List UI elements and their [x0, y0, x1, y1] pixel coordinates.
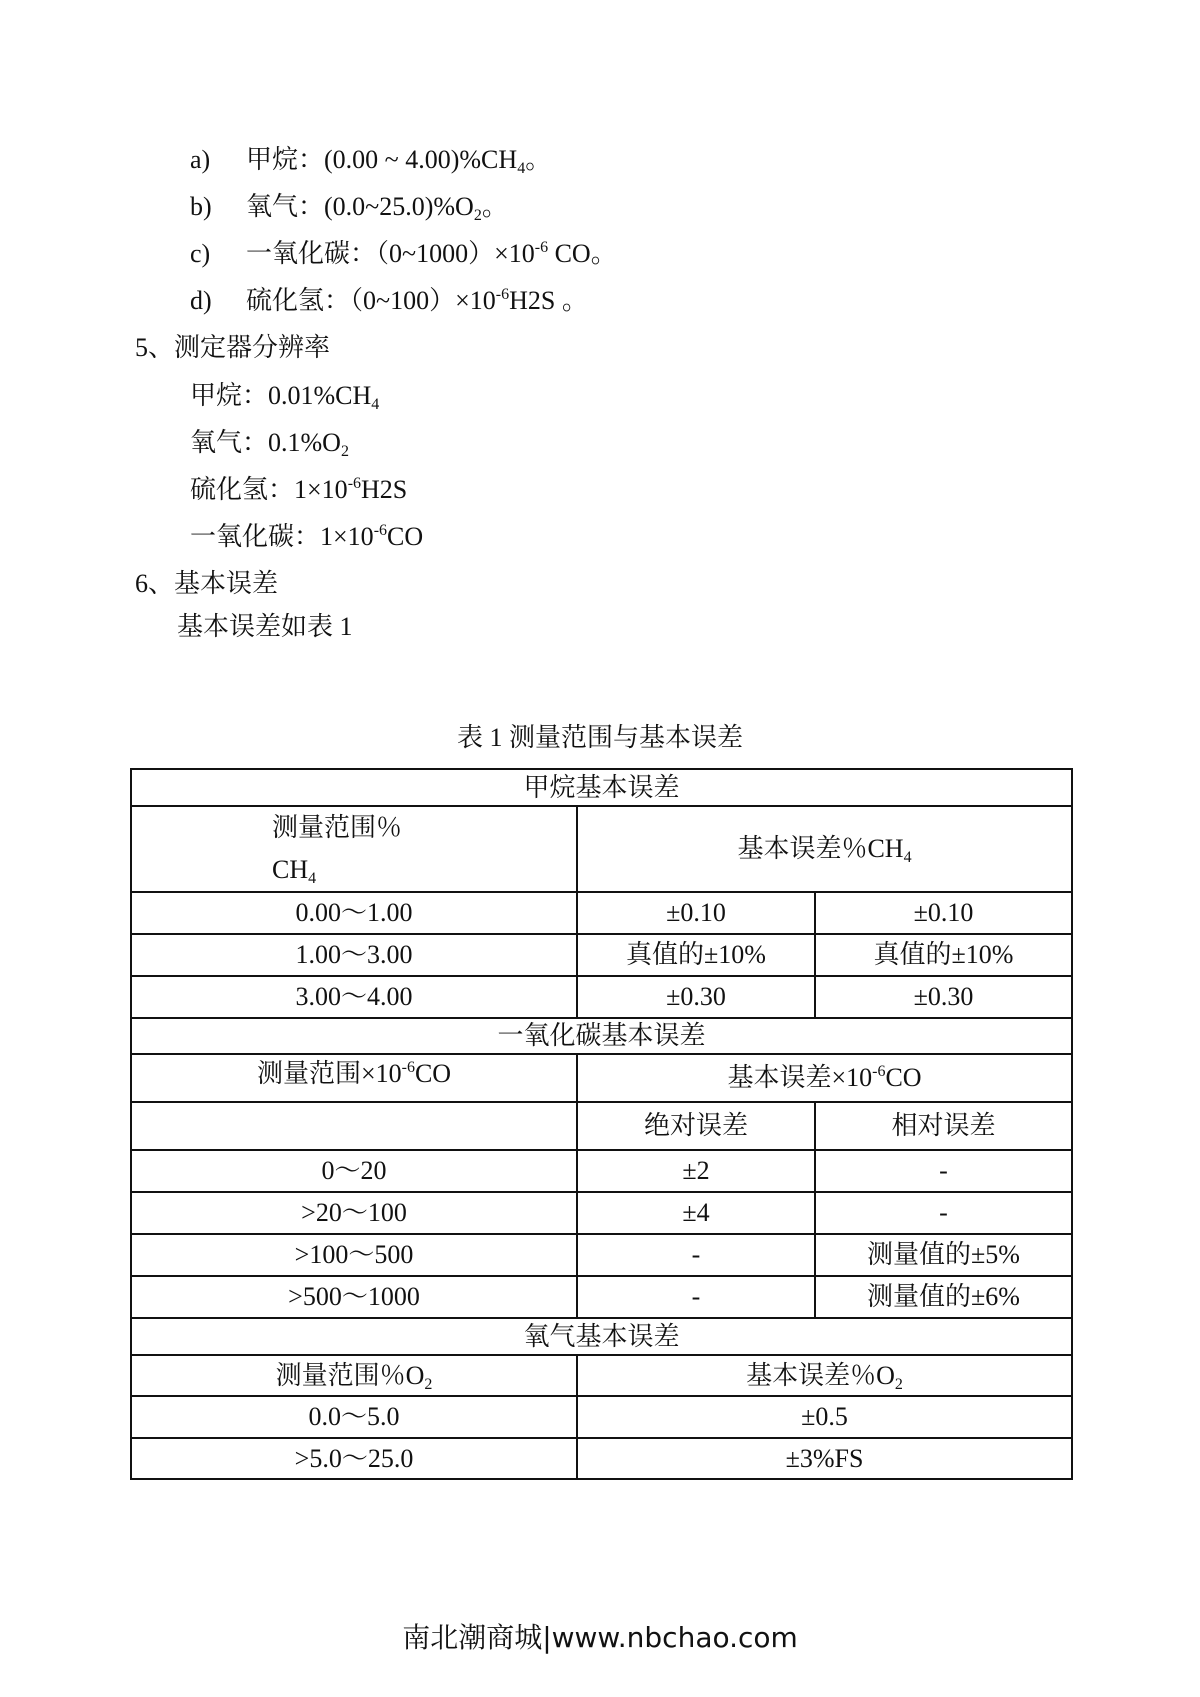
header-unit: CO [414, 1059, 452, 1088]
item-label: a) [190, 145, 211, 174]
gas-name: 甲烷： [246, 145, 325, 174]
error-cell: ±0.10 [815, 892, 1072, 934]
range-cell: 0～20 [131, 1150, 577, 1192]
methane-error-header [577, 806, 1072, 892]
range-value: （0~100）×10 [350, 286, 496, 315]
oxygen-section-title-row [131, 1318, 1072, 1355]
header-text: 基本误差％O [746, 1360, 895, 1390]
range-cell: >100～500 [131, 1234, 577, 1276]
superscript: -6 [534, 239, 549, 256]
section-5-heading: 5、测定器分辨率 [135, 333, 331, 362]
co-error-header [577, 1054, 1072, 1102]
header-text: 基本误差％CH [737, 834, 904, 863]
range-value: (0.0~25.0)%O [324, 192, 474, 221]
error-table [130, 768, 1073, 1480]
abs-error-cell: ±4 [577, 1192, 815, 1234]
tail: 。 [481, 192, 508, 221]
table-row [131, 1150, 1072, 1192]
tail: H2S [361, 475, 408, 504]
co-section-title: 一氧化碳基本误差 [131, 1018, 1072, 1054]
methane-range-header [131, 806, 577, 892]
co-range-header [131, 1054, 577, 1102]
tail: CO。 [548, 239, 617, 268]
gas-name: 氧气： [246, 192, 325, 221]
superscript: -6 [373, 522, 388, 539]
co-absolute-error-header: 绝对误差 [577, 1102, 815, 1150]
range-value: (0.00 ~ 4.00)%CH [324, 145, 518, 174]
range-cell: 0.00～1.00 [131, 892, 577, 934]
co-header-row [131, 1054, 1072, 1102]
range-cell: >20～100 [131, 1192, 577, 1234]
resolution-oxygen [190, 427, 349, 459]
tail: 。 [525, 145, 552, 174]
error-cell: 真值的±10% [577, 934, 815, 976]
superscript: -6 [872, 1063, 886, 1080]
rel-error-cell: - [815, 1192, 1072, 1234]
error-cell: ±0.30 [815, 976, 1072, 1018]
range-cell: 0.0～5.0 [131, 1396, 577, 1438]
error-cell: 真值的±10% [815, 934, 1072, 976]
range-cell: >5.0～25.0 [131, 1438, 577, 1479]
subscript: 2 [340, 443, 349, 460]
footer-watermark: 南北潮商城|www.nbchao.com [402, 1621, 798, 1654]
gas-name: 硫化氢： [246, 286, 351, 315]
subscript: 4 [517, 160, 526, 177]
gas-name: 氧气： [190, 428, 269, 457]
item-label: c) [190, 239, 211, 268]
error-cell: ±0.10 [577, 892, 815, 934]
co-section-title-row [131, 1018, 1072, 1054]
range-value: （0~1000）×10 [376, 239, 535, 268]
error-cell: ±0.30 [577, 976, 815, 1018]
oxygen-error-header [577, 1355, 1072, 1396]
table-caption: 表 1 测量范围与基本误差 [456, 723, 743, 752]
header-text: 测量范围×10 [256, 1059, 402, 1088]
subscript: 4 [308, 870, 317, 887]
co-subheader-row [131, 1102, 1072, 1150]
resolution-value: 0.01%CH [268, 381, 372, 410]
subscript: 4 [371, 396, 380, 413]
rel-error-cell: 测量值的±5% [815, 1234, 1072, 1276]
header-unit: CH [272, 855, 309, 884]
header-text: 测量范围％O [275, 1360, 425, 1390]
resolution-value: 1×10 [320, 522, 374, 551]
oxygen-section-title: 氧气基本误差 [131, 1318, 1072, 1355]
resolution-h2s [190, 474, 407, 506]
rel-error-cell: 测量值的±6% [815, 1276, 1072, 1318]
item-label: d) [190, 286, 212, 315]
section-6-heading: 6、基本误差 [135, 569, 279, 598]
table-row [131, 934, 1072, 976]
resolution-methane [190, 380, 379, 412]
subscript: 2 [473, 207, 482, 224]
resolution-co [190, 521, 423, 553]
methane-section-title-row [131, 769, 1072, 806]
oxygen-range-header [131, 1355, 577, 1396]
abs-error-cell: - [577, 1234, 815, 1276]
table-row [131, 1276, 1072, 1318]
section-6-intro: 基本误差如表 1 [177, 612, 353, 641]
range-cell: >500～1000 [131, 1276, 577, 1318]
range-item-d [190, 285, 588, 317]
gas-name: 一氧化碳： [190, 522, 321, 551]
error-cell: ±0.5 [577, 1396, 1072, 1438]
methane-section-title: 甲烷基本误差 [131, 769, 1072, 806]
range-item-c [190, 238, 617, 270]
tail: H2S 。 [509, 286, 588, 315]
table-row [131, 1192, 1072, 1234]
range-item-b [190, 191, 508, 223]
range-cell: 1.00～3.00 [131, 934, 577, 976]
resolution-value: 1×10 [294, 475, 348, 504]
oxygen-header-row [131, 1355, 1072, 1396]
item-label: b) [190, 192, 212, 221]
rel-error-cell: - [815, 1150, 1072, 1192]
header-text: 测量范围％ [272, 813, 403, 842]
table-row [131, 976, 1072, 1018]
header-unit: CO [885, 1063, 922, 1092]
error-cell: ±3%FS [577, 1438, 1072, 1479]
abs-error-cell: ±2 [577, 1150, 815, 1192]
subscript: 4 [903, 849, 912, 866]
gas-name: 甲烷： [190, 381, 269, 410]
range-item-a [190, 144, 551, 176]
resolution-value: 0.1%O [268, 428, 341, 457]
superscript: -6 [347, 475, 362, 492]
tail: CO [387, 522, 424, 551]
table-row [131, 892, 1072, 934]
range-cell: 3.00～4.00 [131, 976, 577, 1018]
co-subheader-empty [131, 1102, 577, 1150]
subscript: 2 [424, 1375, 433, 1393]
co-relative-error-header: 相对误差 [815, 1102, 1072, 1150]
gas-name: 一氧化碳： [246, 239, 377, 268]
abs-error-cell: - [577, 1276, 815, 1318]
subscript: 2 [894, 1375, 903, 1393]
table-row [131, 1234, 1072, 1276]
header-text: 基本误差×10 [727, 1063, 873, 1092]
superscript: -6 [401, 1059, 415, 1076]
gas-name: 硫化氢： [190, 475, 295, 504]
table-row [131, 1438, 1072, 1479]
methane-header-row [131, 806, 1072, 892]
superscript: -6 [495, 286, 510, 303]
table-row [131, 1396, 1072, 1438]
